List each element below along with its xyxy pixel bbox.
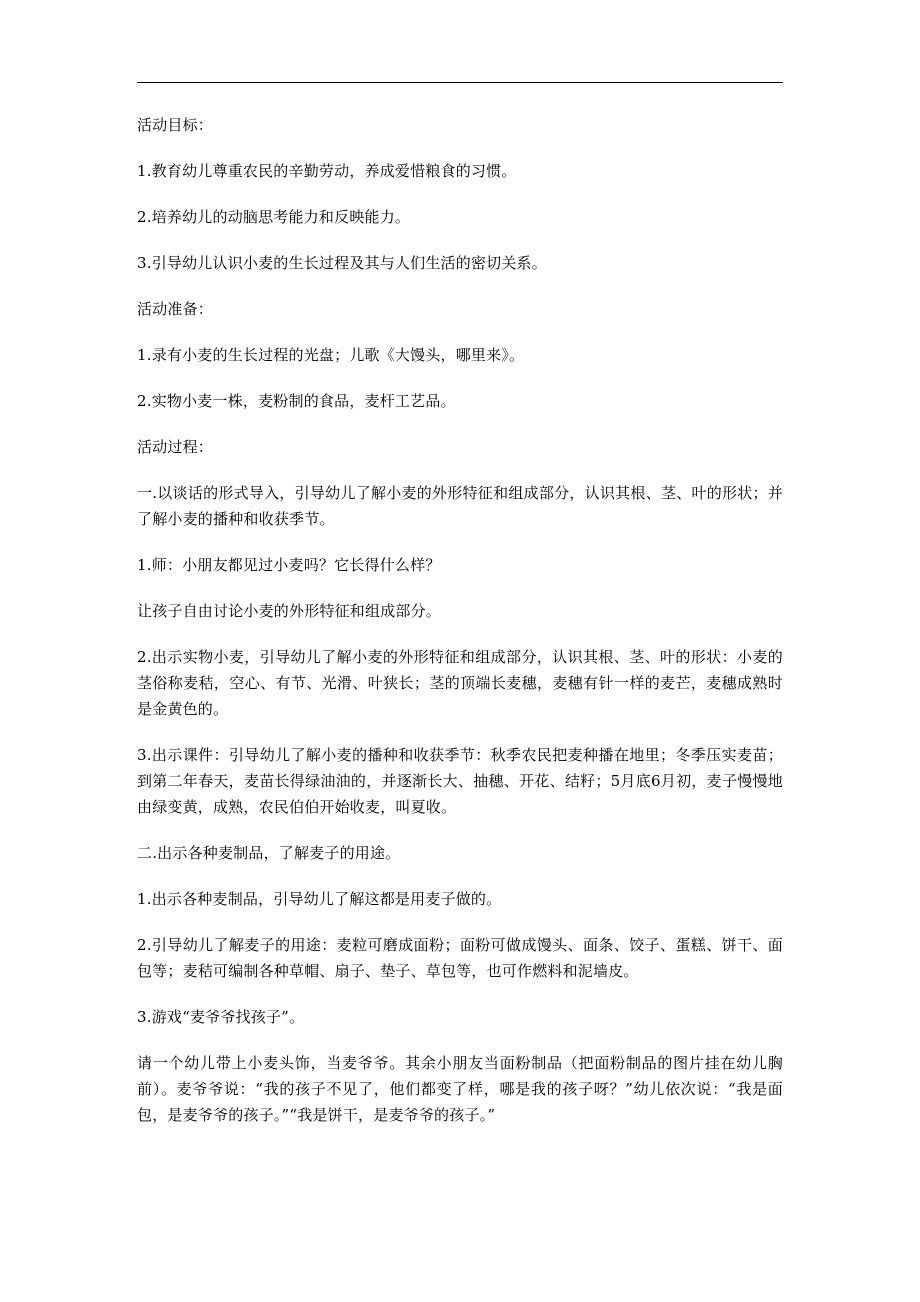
- paragraph: 2.培养幼儿的动脑思考能力和反映能力。: [137, 208, 411, 226]
- paragraph: 一.以谈话的形式导入，引导幼儿了解小麦的外形特征和组成部分，认识其根、茎、叶的形状；并了解小麦的播种和收获季节。: [137, 484, 783, 528]
- header-rule: [137, 82, 783, 83]
- paragraph: 请一个幼儿带上小麦头饰，当麦爷爷。其余小朋友当面粉制品（把面粉制品的图片挂在幼儿胸前）。麦爷爷说：“我的孩子不见了，他们都变了样，哪是我的孩子呀？”幼儿依次说：“我是面包，是麦爷爷的孩子。”“我是饼干，是麦爷爷的孩子。”: [137, 1054, 783, 1124]
- paragraph: 1.教育幼儿尊重农民的辛勤劳动，养成爱惜粮食的习惯。: [137, 162, 517, 180]
- paragraph: 2.实物小麦一株，麦粉制的食品，麦杆工艺品。: [137, 392, 456, 410]
- paragraph: 3.游戏“麦爷爷找孩子”。: [137, 1008, 305, 1026]
- paragraph: 3.出示课件：引导幼儿了解小麦的播种和收获季节：秋季农民把麦种播在地里；冬季压实麦苗；到第二年春天，麦苗长得绿油油的，并逐渐长大、抽穗、开花、结籽；5月底6月初，麦子慢慢地由绿变黄，成熟，农民伯伯开始收麦，叫夏收。: [137, 746, 783, 816]
- paragraph: 1.师：小朋友都见过小麦吗？它长得什么样？: [137, 556, 441, 574]
- paragraph: 2.引导幼儿了解麦子的用途：麦粒可磨成面粉；面粉可做成馒头、面条、饺子、蛋糕、饼干、面包等；麦秸可编制各种草帽、扇子、垫子、草包等，也可作燃料和泥墙皮。: [137, 936, 783, 980]
- paragraph: 1.录有小麦的生长过程的光盘；儿歌《大馒头，哪里来》。: [137, 346, 525, 364]
- section-heading-preparation: 活动准备：: [137, 300, 214, 318]
- section-heading-goals: 活动目标：: [137, 116, 214, 134]
- paragraph: 二.出示各种麦制品，了解麦子的用途。: [137, 844, 401, 862]
- paragraph: 让孩子自由讨论小麦的外形特征和组成部分。: [137, 602, 442, 620]
- paragraph: 2.出示实物小麦，引导幼儿了解小麦的外形特征和组成部分，认识其根、茎、叶的形状：小麦的茎俗称麦秸，空心、有节、光滑、叶狭长；茎的顶端长麦穗，麦穗有针一样的麦芒，麦穗成熟时是金黄色的。: [137, 648, 783, 718]
- paragraph: 3.引导幼儿认识小麦的生长过程及其与人们生活的密切关系。: [137, 254, 547, 272]
- paragraph: 1.出示各种麦制品，引导幼儿了解这都是用麦子做的。: [137, 890, 502, 908]
- section-heading-process: 活动过程：: [137, 438, 214, 456]
- document-body: [137, 112, 783, 1148]
